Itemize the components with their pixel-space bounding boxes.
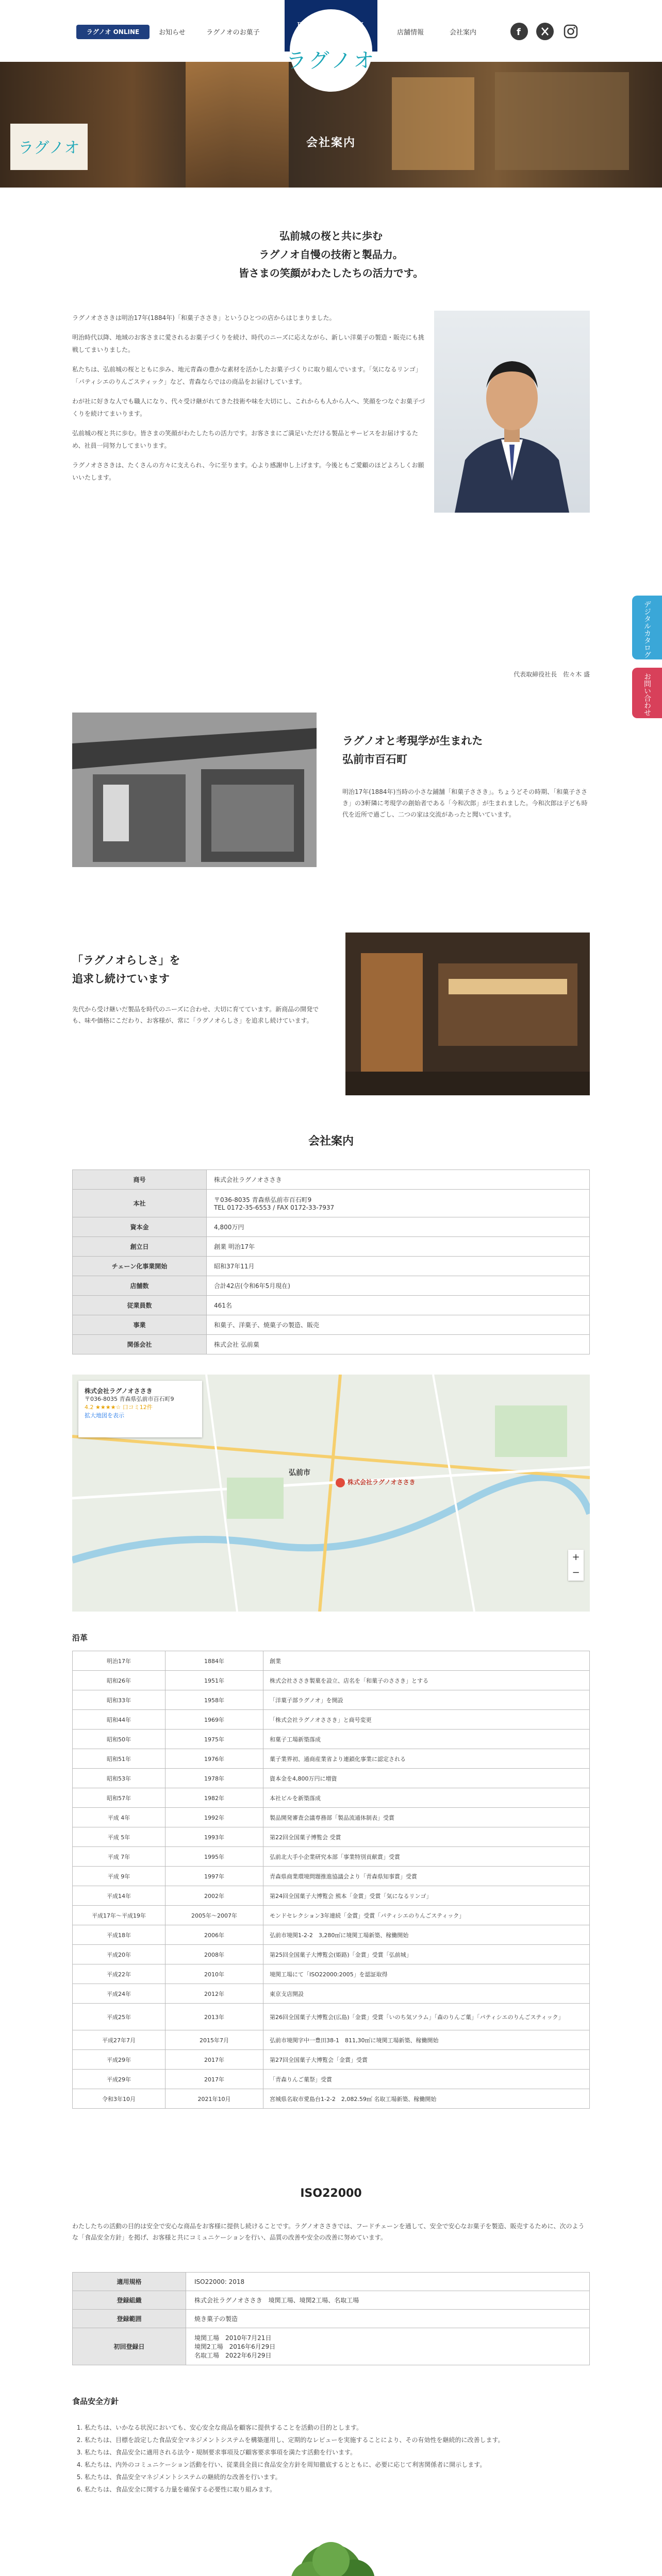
history-year-jp: 平成29年 <box>73 2070 166 2089</box>
iso-field-label: 登録組織 <box>73 2291 186 2310</box>
policy-item: 6. 私たちは、食品安全に関する力量を確保する必要性に取り組みます。 <box>85 2483 590 2496</box>
online-shop-button[interactable]: ラグノオ ONLINE SHOP <box>76 25 150 39</box>
history-row <box>73 1808 590 1827</box>
x-icon[interactable] <box>536 23 554 40</box>
history-event: 第26回全国菓子大博覧会(広島)「金賞」受賞「いのち気ソラム」「森のりんご菓」「パティシエのりんごスティック」 <box>263 2004 590 2030</box>
history-row <box>73 1769 590 1788</box>
lead-line-3: 皆さまの笑顔がわたしたちの活力です。 <box>238 267 424 279</box>
iso-intro: わたしたちの活動の目的は安全で安心な商品をお客様に提供し続けることです。ラグノオささきでは、フードチェーンを通して、安全で安心なお菓子を製造、販売するために、次のような「食品安全方針」を掲げ、お客様と共にコミュニケーションを行い、品質の改善や安全の改善に努めています。 <box>72 2223 585 2241</box>
history-year-ad: 2012年 <box>166 1984 263 2004</box>
history-year-ad: 1997年 <box>166 1867 263 1886</box>
history-year-jp: 昭和53年 <box>73 1769 166 1788</box>
president-portrait <box>434 311 590 513</box>
policy-list <box>72 2421 590 2496</box>
history-year-ad: 1992年 <box>166 1808 263 1827</box>
iso-row <box>73 2310 590 2328</box>
company-row <box>73 1217 590 1237</box>
history-year-ad: 1951年 <box>166 1671 263 1690</box>
history-row <box>73 1690 590 1710</box>
history-table <box>72 1651 590 2109</box>
history-year-jp: 昭和50年 <box>73 1730 166 1749</box>
logo-jp: ラグノオ <box>286 49 376 73</box>
company-field-value: 〒036-8035 青森県弘前市百石町9 TEL 0172-35-6553 / FAX 0172-33-7937 <box>207 1190 590 1217</box>
history-event: 青森県商業環境問題推進協議会より「青森県知事賞」受賞 <box>263 1867 590 1886</box>
history-event: 弘前市境関1-2-2 3,280㎡に境関工場新築、稼働開始 <box>263 1925 590 1945</box>
company-row <box>73 1237 590 1257</box>
history-event: 本社ビルを新築落成 <box>263 1788 590 1808</box>
company-field-value: 461名 <box>207 1296 590 1315</box>
history-row <box>73 1886 590 1906</box>
history-year-ad: 1978年 <box>166 1769 263 1788</box>
history-year-ad: 1976年 <box>166 1749 263 1769</box>
history-event: 「株式会社ラグノオささき」と商号変更 <box>263 1710 590 1730</box>
company-field-value: 株式会社ラグノオささき <box>207 1170 590 1190</box>
digital-catalog-tab[interactable] <box>632 596 662 659</box>
company-row <box>73 1257 590 1276</box>
history-event: 創業 <box>263 1651 590 1671</box>
iso-field-value: 株式会社ラグノオささき 境関工場、境関2工場、名取工場 <box>186 2291 590 2310</box>
history-year-ad: 1958年 <box>166 1690 263 1710</box>
history-year-ad: 2017年 <box>166 2050 263 2070</box>
map-place-label: 弘前市 <box>289 1469 310 1477</box>
history-row <box>73 1906 590 1925</box>
iso-field-value: 境関工場 2010年7月21日 境関2工場 2016年6月29日 名取工場 2022年6月29日 <box>186 2328 590 2365</box>
history-row <box>73 2089 590 2109</box>
nav-stores[interactable]: 店舗情報 <box>397 29 424 37</box>
company-field-label: 従業員数 <box>73 1296 207 1315</box>
iso-field-value: 焼き菓子の製造 <box>186 2310 590 2328</box>
hero-shelf <box>495 72 629 170</box>
section1-heading-line: ラグノオと考現学が生まれた <box>342 735 483 747</box>
message-paragraph: 明治時代以降、地域のお客さまに愛されるお菓子づくりを続け、時代のニーズに応えながら、新しい洋菓子の製造・販売にも挑戦してまいりました。 <box>72 334 424 353</box>
lead-copy <box>0 227 662 282</box>
zoom-out-icon[interactable]: − <box>572 1567 580 1578</box>
nav-company[interactable]: 会社案内 <box>450 29 477 37</box>
history-year-ad: 1995年 <box>166 1847 263 1867</box>
history-row <box>73 1827 590 1847</box>
history-year-jp: 平成14年 <box>73 1886 166 1906</box>
history-event: 第24回全国菓子大博覧会 熊本「金賞」受賞「気になるリンゴ」 <box>263 1886 590 1906</box>
contact-label: お問い合わせ <box>643 673 651 716</box>
history-row <box>73 1964 590 1984</box>
company-field-value: 創業 明治17年 <box>207 1237 590 1257</box>
history-year-jp: 令和3年10月 <box>73 2089 166 2109</box>
message-paragraph: 私たちは、弘前城の桜とともに歩み、地元青森の豊かな素材を活かしたお菓子づくりに取り組んでいます。「気になるリンゴ」「パティシエのりんごスティック」など、青森ならではの商品をお届けしています。 <box>72 366 422 385</box>
section1-heading <box>342 732 483 769</box>
svg-text:f: f <box>517 27 521 38</box>
company-field-label: 商号 <box>73 1170 207 1190</box>
history-row <box>73 1730 590 1749</box>
history-row <box>73 1651 590 1671</box>
history-event: 境関工場にて「ISO22000:2005」を認証取得 <box>263 1964 590 1984</box>
company-row <box>73 1315 590 1335</box>
map-card-title: 株式会社ラグノオささき <box>85 1387 153 1395</box>
policy-item: 2. 私たちは、目標を設定した食品安全マネジメントシステムを構築運用し、定期的なレビューを実施することにより、その有効性を継続的に改善します。 <box>85 2434 590 2446</box>
history-year-ad: 1975年 <box>166 1730 263 1749</box>
history-year-ad: 1993年 <box>166 1827 263 1847</box>
history-year-ad: 2005年〜2007年 <box>166 1906 263 1925</box>
iso-heading: ISO22000 <box>300 2187 362 2200</box>
site-logo[interactable] <box>285 0 377 91</box>
history-event: 「青森りんご菓祭」受賞 <box>263 2070 590 2089</box>
iso-field-label: 適用規格 <box>73 2273 186 2291</box>
page-title: 会社案内 <box>306 137 356 149</box>
history-year-jp: 昭和33年 <box>73 1690 166 1710</box>
facebook-icon[interactable] <box>510 23 528 40</box>
section2-heading-line: 追求し続けています <box>72 973 170 985</box>
company-field-value: 合計42店(令和6年5月現在) <box>207 1276 590 1296</box>
iso-table <box>72 2272 590 2365</box>
contact-tab[interactable] <box>632 668 662 718</box>
policy-item: 4. 私たちは、内外のコミュニケーション活動を行い、従業員全員に食品安全方針を周知徹底するとともに、必要に応じて利害関係者に開示します。 <box>85 2459 590 2471</box>
hero-sign-text: ラグノオ <box>18 139 80 157</box>
section1-heading-line: 弘前市百石町 <box>342 753 407 766</box>
lead-line-2: ラグノオ自慢の技術と製品力。 <box>259 248 403 261</box>
message-paragraph: 弘前城の桜と共に歩む。皆さまの笑顔がわたしたちの活力です。お客さまにご満足いただける製品とサービスをお届けするため、社員一同努力してまいります。 <box>72 430 419 449</box>
history-year-jp: 昭和51年 <box>73 1749 166 1769</box>
map-pin-label: 株式会社ラグノオささき <box>347 1479 416 1486</box>
company-row <box>73 1190 590 1217</box>
map-card-rating: 4.2 ★★★★☆ 口コミ12件 <box>85 1404 153 1411</box>
iso-field-label: 登録範囲 <box>73 2310 186 2328</box>
policy-item: 3. 私たちは、食品安全に適用される法令・規制要求事項及び顧客要求事項を満たす活動を行います。 <box>85 2446 590 2459</box>
history-row <box>73 1749 590 1769</box>
history-event: 資本金を4,800万円に増資 <box>263 1769 590 1788</box>
history-heading: 沿革 <box>72 1633 88 1642</box>
section1-text: 明治17年(1884年)当時の小さな鋪舗「和菓子ささき」。ちょうどその時期、「和菓子ささき」の3軒隣に考現学の創始者である「今和次郎」が生まれました。今和次郎は子ども時代を近所で過ごし、二つの家は交流があったと聞いています。 <box>342 788 588 818</box>
history-event: 製品開発審査会議専務部「製品流通体制表」受賞 <box>263 1808 590 1827</box>
company-field-label: 事業 <box>73 1315 207 1335</box>
history-row <box>73 1710 590 1730</box>
nav-news[interactable]: お知らせ <box>159 29 186 37</box>
history-year-jp: 平成 4年 <box>73 1808 166 1827</box>
section2-heading <box>72 951 180 988</box>
history-year-ad: 2013年 <box>166 2004 263 2030</box>
history-row <box>73 2050 590 2070</box>
history-event: モンドセレクション3年連続「金賞」受賞「パティシエのりんごスティック」 <box>263 1906 590 1925</box>
history-event: 菓子業界初、通商産業省より連鎖化事業に認定される <box>263 1749 590 1769</box>
hero-light <box>186 62 289 188</box>
company-field-label: 本社 <box>73 1190 207 1217</box>
history-row <box>73 1984 590 2004</box>
president-signature: 代表取締役社長 佐々木 盛 <box>514 671 590 678</box>
history-year-jp: 平成 7年 <box>73 1847 166 1867</box>
history-event: 弘前北大手小企業研究本部「事業特別貢献賞」受賞 <box>263 1847 590 1867</box>
history-year-jp: 平成18年 <box>73 1925 166 1945</box>
history-year-jp: 平成 9年 <box>73 1867 166 1886</box>
history-row <box>73 2070 590 2089</box>
history-year-jp: 平成25年 <box>73 2004 166 2030</box>
message-paragraph: ラグノオささきは明治17年(1884年)「和菓子ささき」というひとつの店からはじまりました。 <box>72 314 336 321</box>
history-row <box>73 2030 590 2050</box>
history-event: 弘前市境関字中一豊田38-1 811,30㎡に境関工場新築、稼働開始 <box>263 2030 590 2050</box>
nav-sweets[interactable]: ラグノオのお菓子 <box>206 29 260 37</box>
company-field-value: 4,800万円 <box>207 1217 590 1237</box>
history-year-ad: 2006年 <box>166 1925 263 1945</box>
tree-illustration <box>269 2540 393 2576</box>
hero-window <box>392 77 474 170</box>
iso-field-value: ISO22000: 2018 <box>186 2273 590 2291</box>
history-row <box>73 1847 590 1867</box>
company-field-value: 和菓子、洋菓子、焼菓子の製造、販売 <box>207 1315 590 1335</box>
message-paragraph: ラグノオささきは、たくさんの方々に支えられ、今に至ります。心より感謝申し上げます。今後ともご愛顧のほどよろしくお願いいたします。 <box>72 462 424 481</box>
company-row <box>73 1170 590 1190</box>
message-paragraph: わが社に好きな人でも職人になり、代々受け継がれてきた技術や味を大切にし、これからも人から人へ、笑顔をつなぐお菓子づくりを続けてまいります。 <box>72 398 425 417</box>
history-year-ad: 2010年 <box>166 1964 263 1984</box>
history-year-ad: 1884年 <box>166 1651 263 1671</box>
history-year-jp: 平成 5年 <box>73 1827 166 1847</box>
history-year-jp: 平成29年 <box>73 2050 166 2070</box>
history-row <box>73 1925 590 1945</box>
history-year-ad: 2002年 <box>166 1886 263 1906</box>
history-row <box>73 1671 590 1690</box>
company-row <box>73 1296 590 1315</box>
company-field-label: 店舗数 <box>73 1276 207 1296</box>
history-event: 第27回全国菓子大博覧会「金賞」受賞 <box>263 2050 590 2070</box>
map-card-address: 〒036-8035 青森県弘前市百石町9 <box>85 1396 174 1402</box>
map-info-card <box>78 1381 202 1437</box>
history-event: 和菓子工場新築落成 <box>263 1730 590 1749</box>
history-year-jp: 平成24年 <box>73 1984 166 2004</box>
instagram-icon[interactable] <box>562 23 580 40</box>
history-event: 東京支店開設 <box>263 1984 590 2004</box>
company-row <box>73 1335 590 1354</box>
history-event: 「洋菓子部ラグノオ」を開設 <box>263 1690 590 1710</box>
company-field-label: 創立日 <box>73 1237 207 1257</box>
policy-item: 1. 私たちは、いかなる状況においても、安心安全な商品を顧客に提供することを活動の目的とします。 <box>85 2421 590 2434</box>
zoom-in-icon[interactable]: + <box>572 1552 580 1563</box>
history-year-jp: 平成22年 <box>73 1964 166 1984</box>
history-year-jp: 明治17年 <box>73 1651 166 1671</box>
iso-field-label: 初回登録日 <box>73 2328 186 2365</box>
company-row <box>73 1276 590 1296</box>
iso-row <box>73 2328 590 2365</box>
store-interior-photo <box>345 933 590 1095</box>
history-year-jp: 平成27年7月 <box>73 2030 166 2050</box>
company-heading: 会社案内 <box>308 1135 354 1148</box>
digital-catalog-label: デジタルカタログ <box>643 601 651 658</box>
section2-heading-line: 「ラグノオらしさ」を <box>72 954 180 967</box>
history-year-ad: 1969年 <box>166 1710 263 1730</box>
policy-item: 5. 私たちは、食品安全マネジメントシステムの継続的な改善を行います。 <box>85 2471 590 2483</box>
company-field-value: 昭和37年11月 <box>207 1257 590 1276</box>
history-event: 第22回全国菓子博覧会 受賞 <box>263 1827 590 1847</box>
history-row <box>73 2004 590 2030</box>
history-year-jp: 平成17年〜平成19年 <box>73 1906 166 1925</box>
lead-line-1: 弘前城の桜と共に歩む <box>279 230 383 242</box>
history-event: 株式会社ささき製菓を設立、店名を「和菓子のささき」とする <box>263 1671 590 1690</box>
history-event: 第25回全国菓子大博覧会(姫路)「金賞」受賞「弘前城」 <box>263 1945 590 1964</box>
history-row <box>73 1788 590 1808</box>
company-field-label: 資本金 <box>73 1217 207 1237</box>
iso-row <box>73 2273 590 2291</box>
history-row <box>73 1945 590 1964</box>
map-enlarge-link[interactable]: 拡大地図を表示 <box>85 1412 124 1419</box>
history-year-ad: 2008年 <box>166 1945 263 1964</box>
company-table <box>72 1170 590 1354</box>
map-zoom-controls[interactable] <box>568 1550 584 1581</box>
history-year-ad: 1982年 <box>166 1788 263 1808</box>
history-year-ad: 2017年 <box>166 2070 263 2089</box>
history-year-jp: 昭和26年 <box>73 1671 166 1690</box>
google-map[interactable] <box>72 1375 590 1612</box>
history-year-jp: 平成20年 <box>73 1945 166 1964</box>
president-message <box>72 312 428 491</box>
iso-row <box>73 2291 590 2310</box>
policy-heading: 食品安全方針 <box>72 2397 119 2406</box>
history-year-ad: 2015年7月 <box>166 2030 263 2050</box>
historic-shop-photo <box>72 713 317 867</box>
section2-text: 先代から受け継いだ製品を時代のニーズに合わせ、大切に育てています。新商品の開発でも、味や価格にこだわり、お客様が、常に「ラグノオらしさ」を追求し続けています。 <box>72 1006 319 1024</box>
history-year-jp: 昭和44年 <box>73 1710 166 1730</box>
history-row <box>73 1867 590 1886</box>
company-field-label: 関係会社 <box>73 1335 207 1354</box>
history-event: 宮城県名取市愛島台1-2-2 2,082.59㎡ 名取工場新築、稼働開始 <box>263 2089 590 2109</box>
company-field-label: チェーン化事業開始 <box>73 1257 207 1276</box>
logo-en: RAGUENEAU <box>296 21 366 30</box>
history-year-ad: 2021年10月 <box>166 2089 263 2109</box>
company-field-value: 株式会社 弘前菓 <box>207 1335 590 1354</box>
history-year-jp: 昭和57年 <box>73 1788 166 1808</box>
